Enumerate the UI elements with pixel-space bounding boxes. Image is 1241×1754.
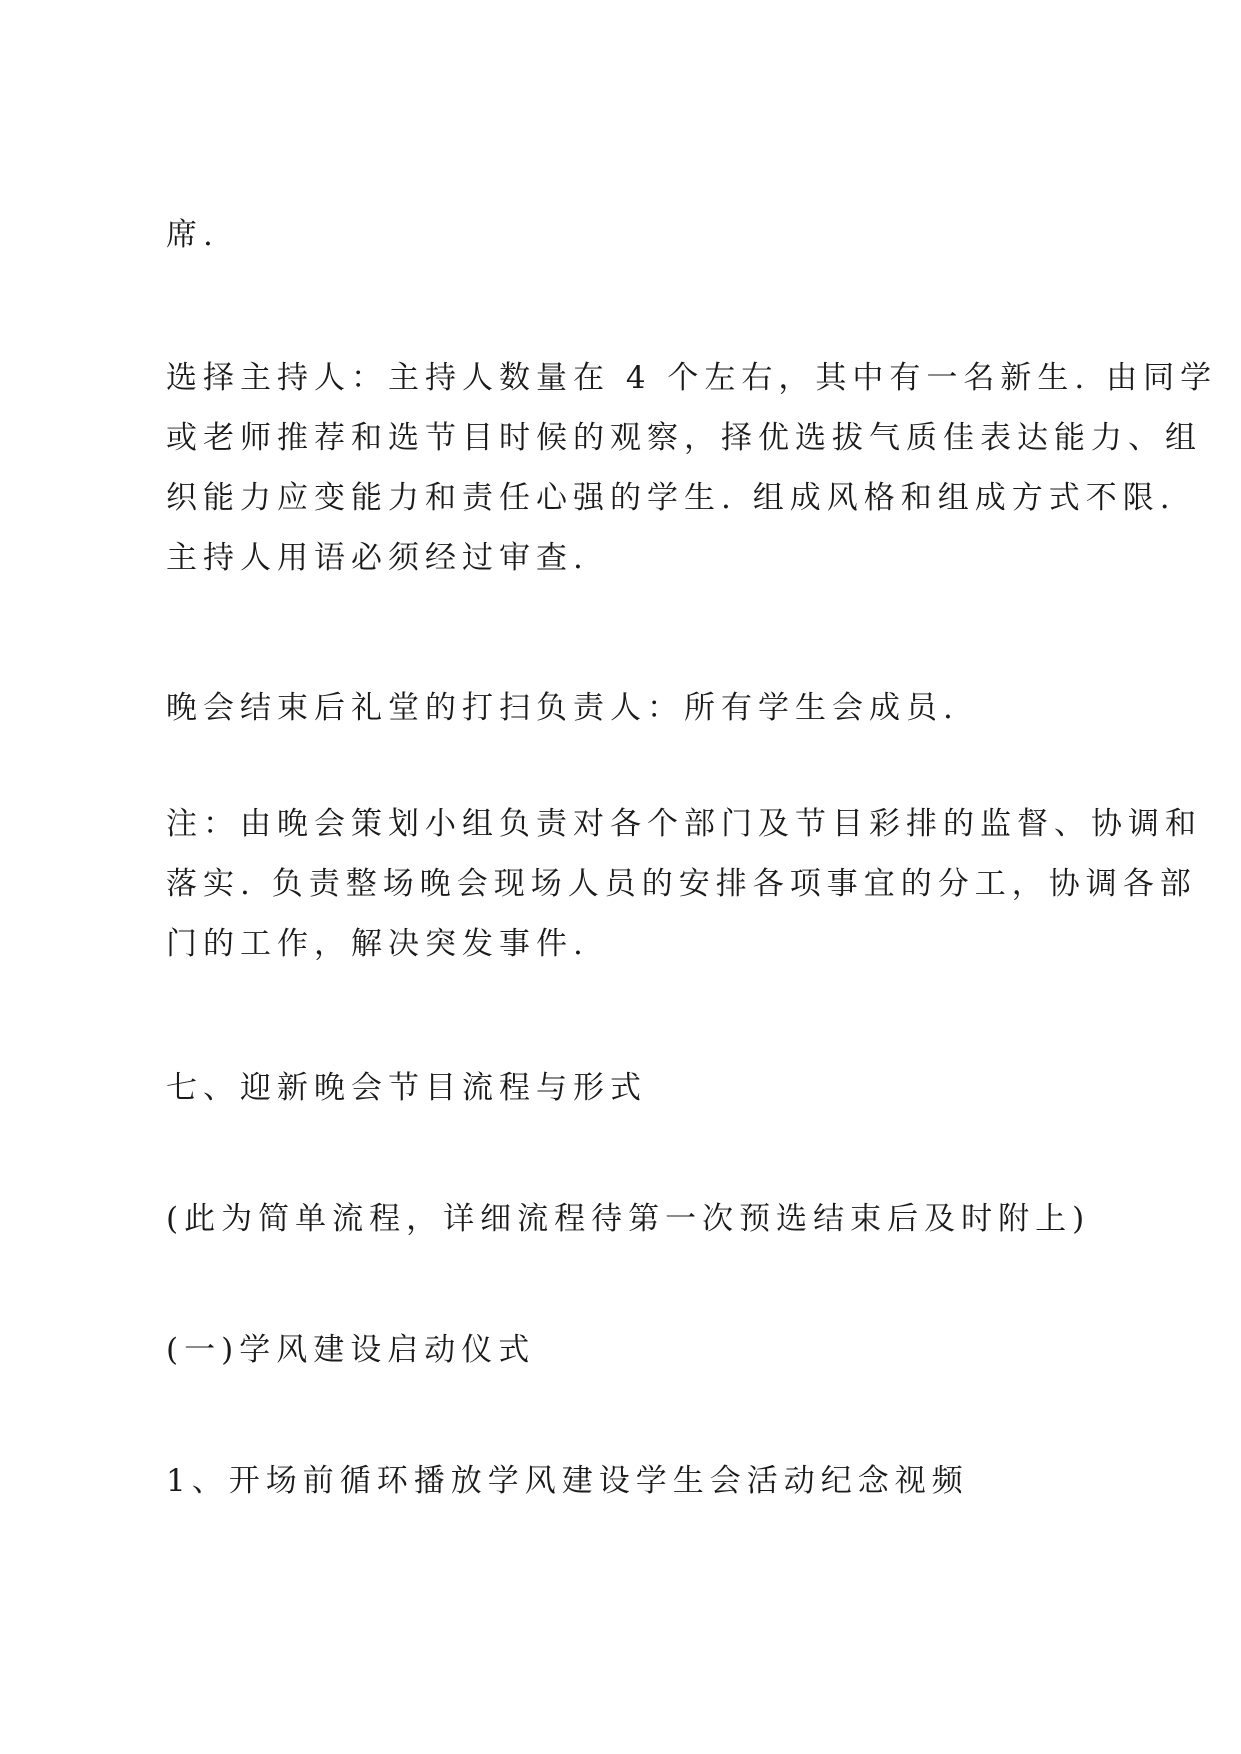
text-line: 主持人用语必须经过审查. (166, 540, 589, 576)
text-line: 落实. 负责整场晚会现场人员的安排各项事宜的分工，协调各部 (166, 866, 1197, 902)
text-line: 席. (166, 217, 219, 253)
text-line: 注：由晚会策划小组负责对各个部门及节目彩排的监督、协调和 (166, 806, 1202, 842)
list-item (166, 1451, 1096, 1511)
text-line: 门的工作，解决突发事件. (166, 926, 589, 962)
paragraph-continuation (166, 205, 1096, 265)
text-line: (一)学风建设启动仪式 (166, 1332, 536, 1368)
text-line: 晚会结束后礼堂的打扫负责人：所有学生会成员. (166, 690, 959, 726)
text-line: 或老师推荐和选节目时候的观察，择优选拔气质佳表达能力、组 (166, 420, 1202, 456)
text-line: (此为简单流程，详细流程待第一次预选结束后及时附上) (166, 1201, 1091, 1237)
paragraph-cleanup (166, 678, 1096, 738)
paragraph-flow-note (166, 1189, 1096, 1249)
subsection-heading (166, 1320, 1096, 1380)
text-line: 1、开场前循环播放学风建设学生会活动纪念视频 (166, 1463, 969, 1499)
text-line: 织能力应变能力和责任心强的学生. 组成风格和组成方式不限. (166, 480, 1176, 516)
paragraph-host-selection (166, 348, 1218, 588)
text-line: 选择主持人：主持人数量在 4 个左右，其中有一名新生. 由同学 (166, 360, 1218, 396)
section-heading (166, 1058, 1096, 1118)
paragraph-note (166, 794, 1202, 974)
text-line: 七、迎新晚会节目流程与形式 (166, 1070, 647, 1106)
